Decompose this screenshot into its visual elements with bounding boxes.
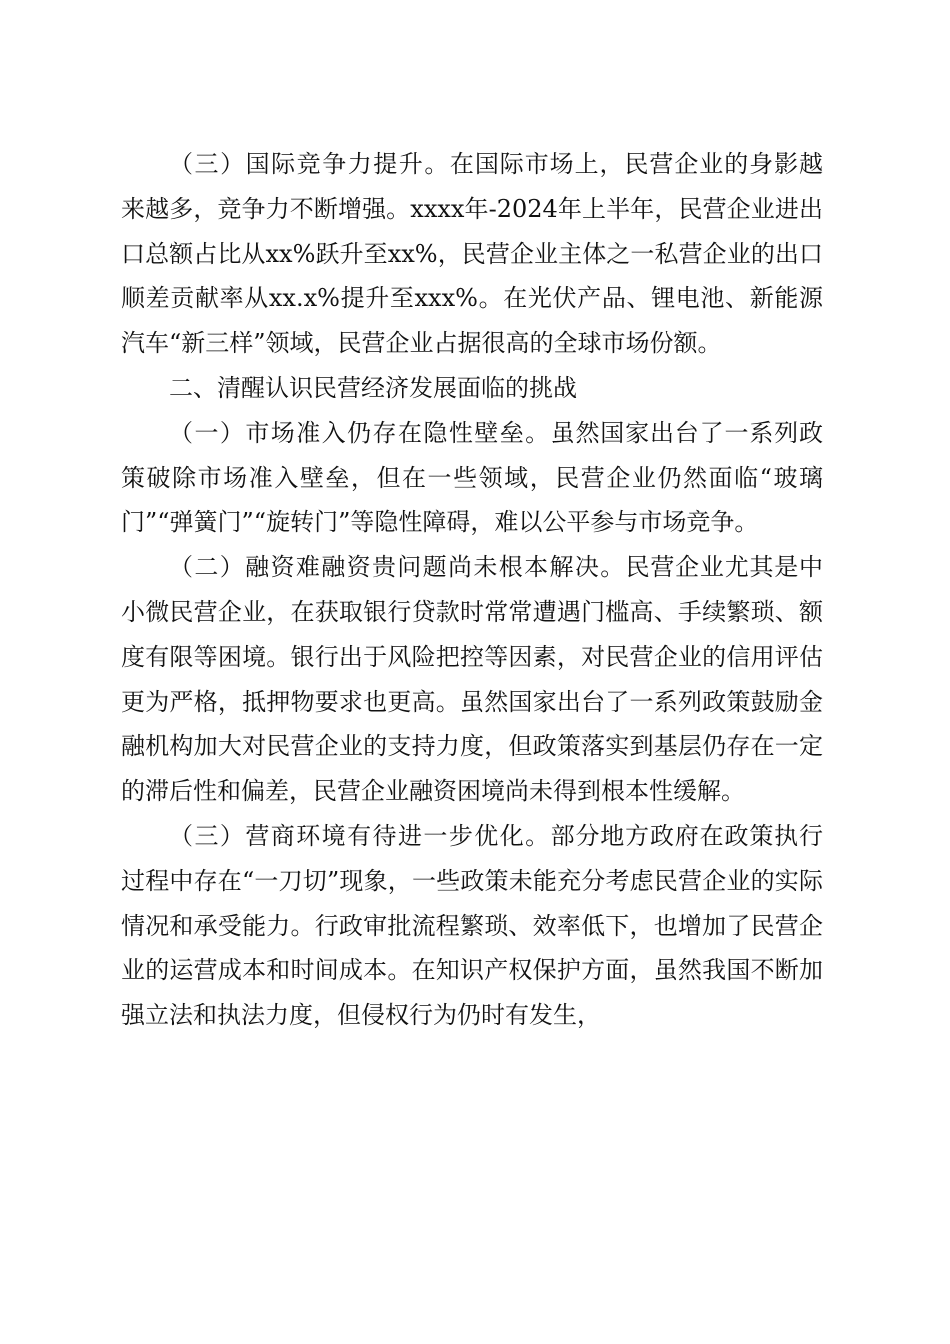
- document-body: [121, 142, 823, 1038]
- paragraph-text: 民营企业尤其是中小微民营企业，在获取银行贷款时常常遭遇门槛高、手续繁琐、额度有限等困境。银行出于风险把控等因素，对民营企业的信用评估更为严格，抵押物要求也更高。虽然国家出台了一系列政策鼓励金融机构加大对民营企业的支持力度，但政策落实到基层仍存在一定的滞后性和偏差，民营企业融资困境尚未得到根本性缓解。: [121, 553, 823, 806]
- paragraph-heading: （三）营商环境有待进一步优化。: [169, 821, 551, 850]
- paragraph-intl-competitiveness: [121, 142, 823, 366]
- paragraph-heading: （二）融资难融资贵问题尚未根本解决。: [169, 553, 626, 582]
- paragraph-text: 虽然国家出台了一系列政策破除市场准入壁垒，但在一些领域，民营企业仍然面临“玻璃门”“弹簧门”“旋转门”等隐性障碍，难以公平参与市场竞争。: [121, 418, 824, 537]
- section-heading-challenges: 二、清醒认识民营经济发展面临的挑战: [169, 373, 577, 402]
- paragraph-text: 在国际市场上，民营企业的身影越来越多，竞争力不断增强。xxxx年-2024年上半年，民营企业进出口总额占比从xx%跃升至xx%，民营企业主体之一私营企业的出口顺差贡献率从xx.x%提升至xxx%。在光伏产品、锂电池、新能源汽车“新三样”领域，民营企业占据很高的全球市场份额。: [121, 150, 824, 358]
- paragraph-financing: [121, 545, 823, 814]
- paragraph-business-environment: [121, 814, 823, 1038]
- paragraph-heading: （三）国际竞争力提升。: [169, 150, 450, 178]
- paragraph-text: 部分地方政府在政策执行过程中存在“一刀切”现象，一些政策未能充分考虑民营企业的实际情况和承受能力。行政审批流程繁琐、效率低下，也增加了民营企业的运营成本和时间成本。在知识产权保护方面，虽然我国不断加强立法和执法力度，但侵权行为仍时有发生，: [121, 821, 824, 1030]
- paragraph-market-access: [121, 411, 823, 545]
- paragraph-heading: （一）市场准入仍存在隐性壁垒。: [169, 418, 551, 447]
